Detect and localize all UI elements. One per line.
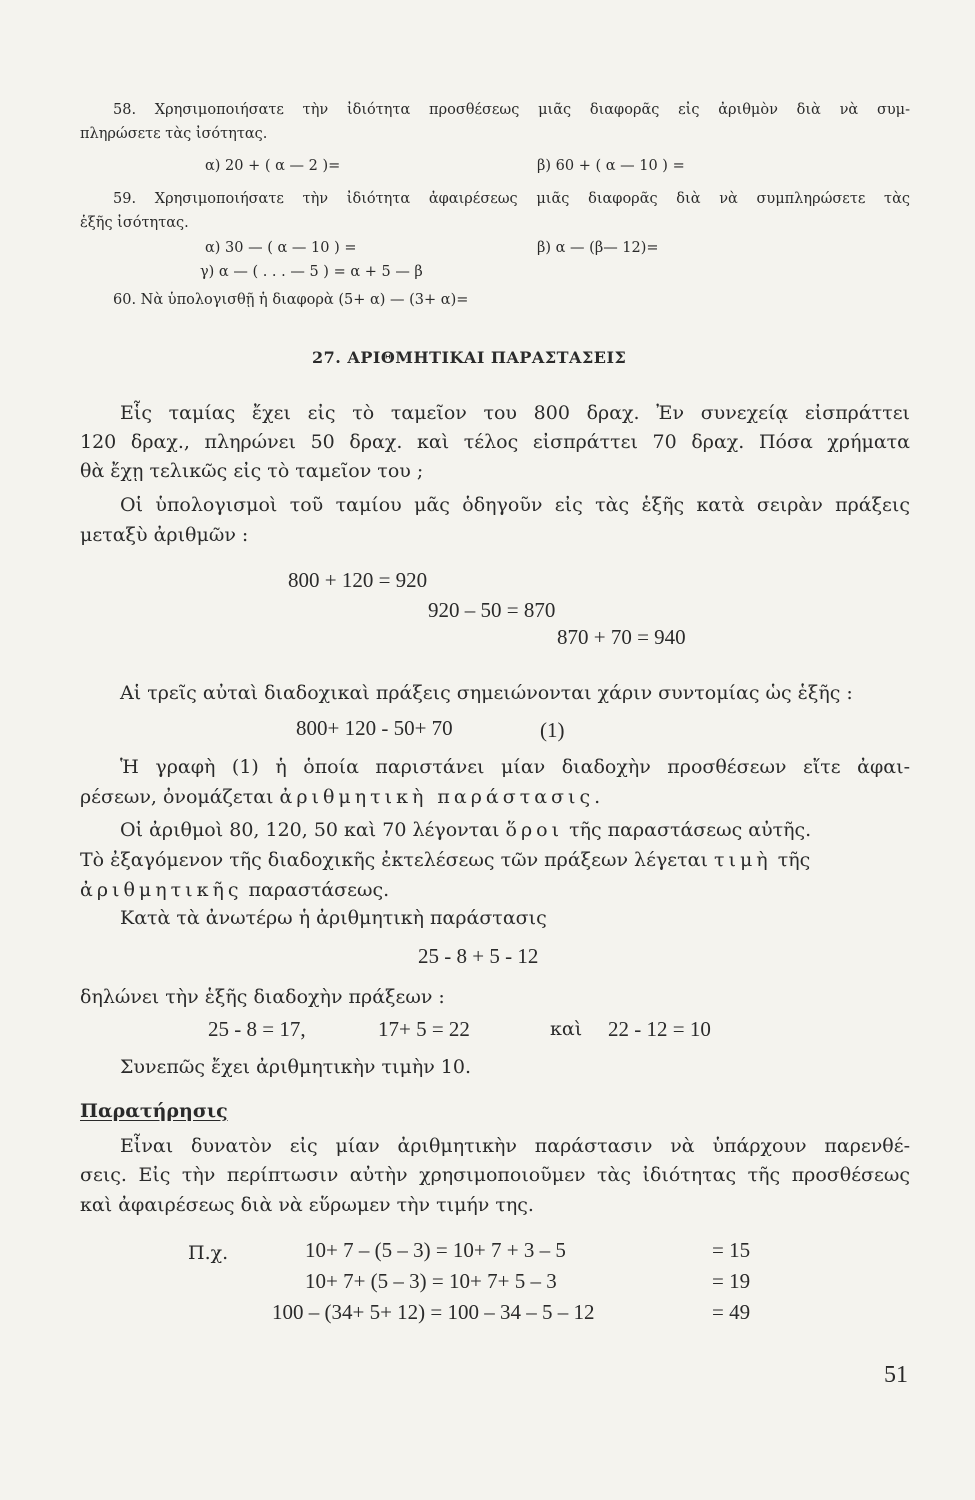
paragraph-5-text-b: τῆς παραστάσεως αὐτῆς. (569, 819, 812, 841)
exercise-58-line2: πληρώσετε τὰς ἰσότητας. (80, 126, 268, 142)
term-value: τιμὴ (713, 849, 772, 871)
calculation-2: 920 – 50 = 870 (428, 598, 556, 622)
paragraph-5-text-c: Τὸ ἐξαγόμενον τῆς διαδοχικῆς ἐκτελέσεως τῶν πράξεων λέγεται (80, 849, 708, 871)
paragraph-4-text: ρέσεων, ὀνομάζεται (80, 786, 274, 808)
exercise-58-b: β) 60 + ( α — 10 ) = (537, 158, 685, 174)
term-arithmetic-expression: ἀριθμητικὴ παράστασις. (279, 786, 605, 808)
paragraph-4-line2 (80, 782, 604, 813)
exercise-59-line2: ἑξῆς ἰσότητας. (80, 215, 189, 231)
example-2-left: 10+ 7+ (5 – 3) = 10+ 7+ 5 – 3 (305, 1269, 557, 1293)
expression-1: 800+ 120 - 50+ 70 (296, 716, 453, 740)
note-line2: σεις. Εἰς τὴν περίπτωσιν αὐτὴν χρησιμοποιοῦμεν τὰς ἰδιότητας τῆς προσθέσεως (80, 1164, 910, 1186)
paragraph-1-line2: 120 δραχ., πληρώνει 50 δραχ. καὶ τέλος εἰσπράττει 70 δραχ. Πόσα χρήματα (80, 431, 910, 453)
paragraph-5-text-e: παραστάσεως. (248, 879, 390, 901)
paragraph-7-line1: δηλώνει τὴν ἑξῆς διαδοχὴν πράξεων : (80, 986, 445, 1008)
paragraph-1-line1: Εἷς ταμίας ἔχει εἰς τὸ ταμεῖον του 800 δραχ. Ἐν συνεχείᾳ εἰσπράττει (120, 402, 910, 424)
paragraph-2-line2: μεταξὺ ἀριθμῶν : (80, 524, 249, 546)
expression-1-number: (1) (540, 718, 565, 742)
note-heading: Παρατήρησις (80, 1100, 228, 1122)
term-arithmetic: ἀριθμητικῆς (80, 879, 243, 901)
example-label: Π.χ. (188, 1242, 229, 1264)
note-line3: καὶ ἀφαιρέσεως διὰ νὰ εὕρωμεν τὴν τιμήν της. (80, 1194, 534, 1216)
calculation-3: 870 + 70 = 940 (557, 625, 686, 649)
example-3-left: 100 – (34+ 5+ 12) = 100 – 34 – 5 – 12 (272, 1300, 595, 1324)
paragraph-6-line1: Κατὰ τὰ ἀνωτέρω ἡ ἀριθμητικὴ παράστασις (120, 907, 547, 929)
example-1-left: 10+ 7 – (5 – 3) = 10+ 7 + 3 – 5 (305, 1238, 566, 1262)
exercise-59-b: β) α — (β— 12)= (537, 240, 659, 256)
note-line1: Εἶναι δυνατὸν εἰς μίαν ἀριθμητικὴν παράστασιν νὰ ὑπάρχουν παρενθέ- (120, 1135, 910, 1157)
expression-2: 25 - 8 + 5 - 12 (418, 944, 539, 968)
step-1: 25 - 8 = 17, (208, 1017, 306, 1041)
calculation-1: 800 + 120 = 920 (288, 568, 428, 592)
paragraph-4-line1: Ἡ γραφὴ (1) ἡ ὁποία παριστάνει μίαν διαδοχὴν προσθέσεων εἴτε ἀφαι- (120, 756, 910, 778)
page-number: 51 (884, 1362, 908, 1388)
exercise-60: 60. Νὰ ὑπολογισθῇ ἡ διαφορὰ (5+ α) — (3+ α)= (113, 292, 469, 308)
exercise-58-line1: 58. Χρησιμοποιήσατε τὴν ἰδιότητα προσθέσεως μιᾶς διαφορᾶς εἰς ἀριθμὸν διὰ νὰ συμ- (113, 102, 910, 118)
paragraph-5-line1 (120, 815, 811, 846)
step-3: 22 - 12 = 10 (608, 1017, 711, 1041)
example-1-right: = 15 (712, 1238, 751, 1262)
example-3-right: = 49 (712, 1300, 751, 1324)
paragraph-2-line1: Οἱ ὑπολογισμοὶ τοῦ ταμίου μᾶς ὁδηγοῦν εἰς τὰς ἑξῆς κατὰ σειρὰν πράξεις (120, 494, 910, 516)
paragraph-5-text-d: τῆς (777, 849, 811, 871)
section-title: 27. ΑΡΙΘΜΗΤΙΚΑΙ ΠΑΡΑΣΤΑΣΕΙΣ (312, 348, 627, 367)
paragraph-5-line3 (80, 875, 389, 906)
paragraph-8-line1: Συνεπῶς ἔχει ἀριθμητικὴν τιμὴν 10. (120, 1056, 472, 1078)
paragraph-3-line1: Αἱ τρεῖς αὐταὶ διαδοχικαὶ πράξεις σημειώνονται χάριν συντομίας ὡς ἑξῆς : (120, 682, 853, 704)
term-terms: ὅροι (505, 819, 564, 841)
paragraph-1-line3: θὰ ἔχῃ τελικῶς εἰς τὸ ταμεῖον του ; (80, 460, 424, 482)
exercise-59-c: γ) α — ( . . . — 5 ) = α + 5 — β (200, 264, 423, 280)
exercise-59-a: α) 30 — ( α — 10 ) = (205, 240, 357, 256)
exercise-58-a: α) 20 + ( α — 2 )= (205, 158, 341, 174)
step-and: καὶ (550, 1018, 583, 1040)
example-2-right: = 19 (712, 1269, 751, 1293)
paragraph-5-line2 (80, 845, 810, 876)
exercise-59-line1: 59. Χρησιμοποιήσατε τὴν ἰδιότητα ἀφαιρέσεως μιᾶς διαφορᾶς διὰ νὰ συμπληρώσετε τὰς (113, 191, 910, 207)
step-2: 17+ 5 = 22 (378, 1017, 470, 1041)
paragraph-5-text-a: Οἱ ἀριθμοὶ 80, 120, 50 καὶ 70 λέγονται (120, 819, 500, 841)
